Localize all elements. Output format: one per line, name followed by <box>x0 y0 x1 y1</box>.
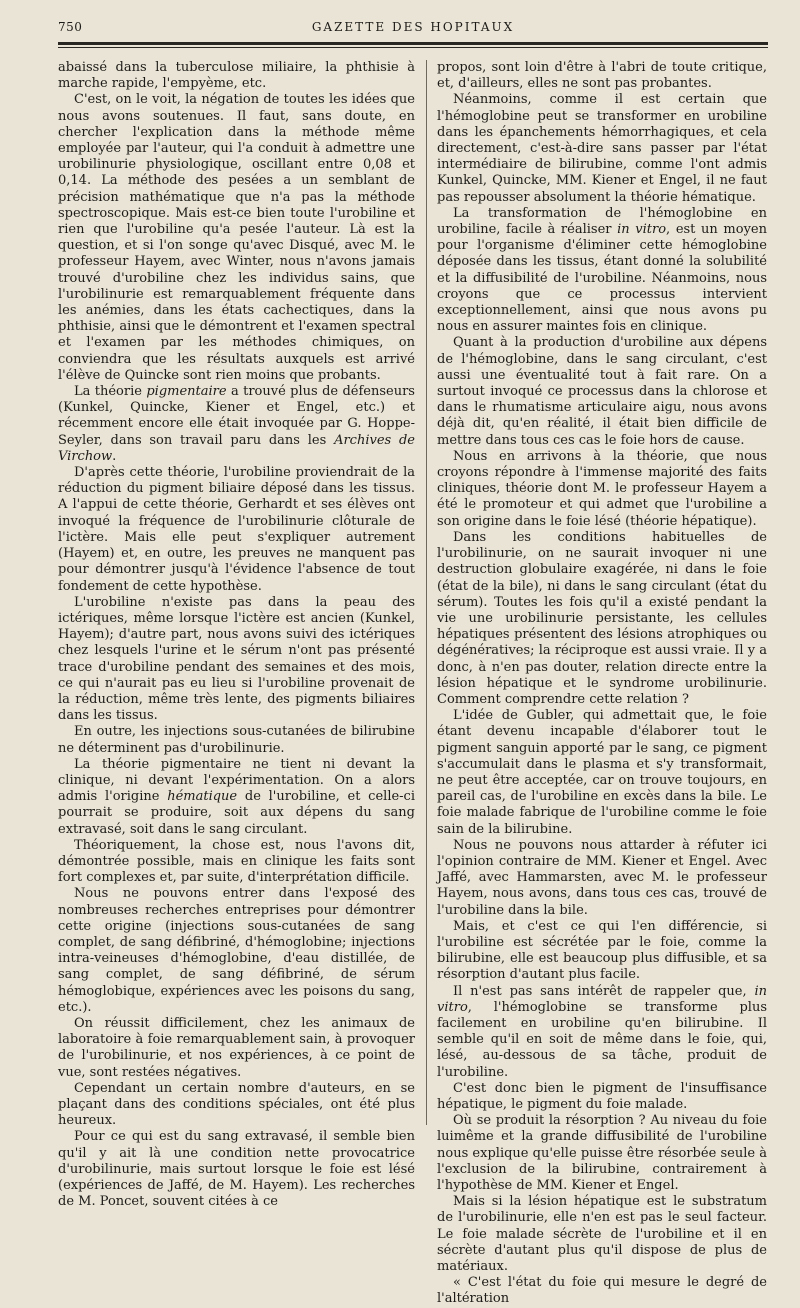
paragraph: Néanmoins, comme il est certain que l'hémoglobine peut se transformer en urobiline dans les épanchements hémorrhagiques, et cela directement, c'est-à-dire sans passer par l'état intermédiaire de bilirubine, comme l'ont admis Kunkel, Quincke, MM. Kiener et Engel, il ne faut pas repousser absolument la théorie hématique. <box>437 92 767 205</box>
paragraph: « C'est l'état du foie qui mesure le degré de l'altération <box>437 1275 767 1307</box>
paragraph <box>58 757 415 838</box>
paragraph <box>58 384 415 465</box>
column-divider <box>426 60 427 1125</box>
text-run: , est un moyen pour l'organisme d'éliminer cette hémoglobine déposée dans les tissus, étant donné la solubilité et la diffusibilité de l'urobiline. Néanmoins, nous croyons que ce processus intervient exceptionnellement, ainsi que nous avons pu nous en assurer maintes fois en clinique. <box>437 222 767 335</box>
page-header <box>58 20 768 40</box>
italic-term: in vitro <box>617 222 667 238</box>
text-run: de l'urobiline, et celle-ci pourrait se produire, soit aux dépens du sang extravasé, soit dans le sang circulant. <box>58 789 415 837</box>
italic-journal-title: Archives de Virchow <box>58 432 415 464</box>
text-run: . <box>112 448 117 464</box>
paragraph: L'idée de Gubler, qui admettait que, le foie étant devenu incapable d'élaborer tout le pigment sanguin apporté par le sang, ce pigment s'accumulait dans le plasma et s'y transformait, ne peut être acceptée, car on trouve toujours, en pareil cas, de l'urobiline en excès dans la bile. Le foie malade fabrique de l'urobiline comme le foie sain de la bilirubine. <box>437 708 767 837</box>
text-run: La théorie <box>74 384 147 400</box>
paragraph: Théoriquement, la chose est, nous l'avons dit, démontrée possible, mais en clinique les faits sont fort complexes et, par suite, d'interprétation difficile. <box>58 837 415 886</box>
paragraph: C'est donc bien le pigment de l'insuffisance hépatique, le pigment du foie malade. <box>437 1080 767 1112</box>
paragraph: Cependant un certain nombre d'auteurs, en se plaçant dans des conditions spéciales, ont été plus heureux. <box>58 1080 415 1129</box>
text-run: La transformation de l'hémoglobine en urobiline, facile à réaliser <box>437 205 767 238</box>
italic-term: pigmentaire <box>146 384 227 400</box>
paragraph: Dans les conditions habituelles de l'urobilinurie, on ne saurait invoquer ni une destruction globulaire exagérée, ni dans le foie (état de la bile), ni dans le sang circulant (état du sérum). Toutes les fois qu'il a existé pendant la vie une urobilinurie persistante, les cellules hépatiques présentent des lésions atrophiques ou dégénératives; la réciproque est aussi vraie. Il y a donc, à n'en pas douter, relation directe entre la lésion hépatique et le syndrome urobilinurie. Comment comprendre cette relation ? <box>437 529 767 707</box>
right-column <box>437 60 767 1308</box>
paragraph <box>437 984 767 1081</box>
page-number: 750 <box>58 20 83 34</box>
header-rule-thick <box>58 42 768 45</box>
text-run: a trouvé plus de défenseurs (Kunkel, Quincke, Kiener et Engel, etc.) et récemment encore elle était invoquée par G. Hoppe-Seyler, dans son travail paru dans les <box>58 384 415 448</box>
paragraph: Quant à la production d'urobiline aux dépens de l'hémoglobine, dans le sang circulant, c'est aussi une éventualité tout à fait rare. On a surtout invoqué ce processus dans la chlorose et dans le rhumatisme articulaire aigu, nous avons déjà dit, qu'en réalité, il était bien difficile de mettre dans tous ces cas le foie hors de cause. <box>437 335 767 448</box>
text-run: Il n'est pas sans intérêt de rappeler que, <box>453 983 755 999</box>
running-title: GAZETTE DES HOPITAUX <box>311 20 515 34</box>
paragraph: Mais si la lésion hépatique est le substratum de l'urobilinurie, elle n'en est pas le seul facteur. Le foie malade sécrète de l'urobiline et il en sécrète d'autant plus qu'il dispose de plus de matériaux. <box>437 1194 767 1275</box>
left-column <box>58 60 415 1210</box>
paragraph: D'après cette théorie, l'urobiline proviendrait de la réduction du pigment biliaire déposé dans les tissus. A l'appui de cette théorie, Gerhardt et ses élèves ont invoqué la fréquence de l'urobilinurie clôturale de l'ictère. Mais elle peut s'expliquer autrement (Hayem) et, en outre, les preuves ne manquent pas pour démontrer jusqu'à l'évidence l'absence de tout fondement de cette hypothèse. <box>58 465 415 594</box>
italic-term: hématique <box>167 789 238 805</box>
paragraph: abaissé dans la tuberculose miliaire, la phthisie à marche rapide, l'empyème, etc. <box>58 60 415 92</box>
paragraph: Pour ce qui est du sang extravasé, il semble bien qu'il y ait là une condition nette provocatrice d'urobilinurie, mais surtout lorsque le foie est lésé (expériences de Jaffé, de M. Hayem). Les recherches de M. Poncet, souvent citées à ce <box>58 1129 415 1210</box>
paragraph: On réussit difficilement, chez les animaux de laboratoire à foie remarquablement sain, à provoquer de l'urobilinurie, et nos expériences, à ce point de vue, sont restées négatives. <box>58 1015 415 1080</box>
paragraph: Où se produit la résorption ? Au niveau du foie luimême et la grande diffusibilité de l'urobiline nous explique qu'elle puisse être résorbée seule à l'exclusion de la bilirubine, contrairement à l'hypothèse de MM. Kiener et Engel. <box>437 1113 767 1194</box>
paragraph: Nous ne pouvons entrer dans l'exposé des nombreuses recherches entreprises pour démontrer cette origine (injections sous-cutanées de sang complet, de sang défibriné, d'hémoglobine; injections intra-veineuses d'hémoglobine, d'eau distillée, de sang complet, de sang défibriné, de sérum hémoglobique, expériences avec les poisons du sang, etc.). <box>58 886 415 1015</box>
paragraph: En outre, les injections sous-cutanées de bilirubine ne déterminent pas d'urobilinurie. <box>58 724 415 756</box>
text-run: , l'hémoglobine se transforme plus facilement en urobiline qu'en bilirubine. Il semble qu'il en soit de même dans le foie, qui, lésé, au-dessous de sa tâche, produit de l'urobiline. <box>437 999 767 1080</box>
text-run: La théorie pigmentaire ne tient ni devant la clinique, ni devant l'expérimentation. On a alors admis l'origine <box>58 756 415 805</box>
paragraph: Nous en arrivons à la théorie, que nous croyons répondre à l'immense majorité des faits cliniques, théorie dont M. le professeur Hayem a été le promoteur et qui admet que l'urobiline a son origine dans le foie lésé (théorie hépatique). <box>437 448 767 529</box>
paragraph: Nous ne pouvons nous attarder à réfuter ici l'opinion contraire de MM. Kiener et Engel. Avec Jaffé, avec Hammarsten, avec M. le professeur Hayem, nous avons, dans tous ces cas, trouvé de l'urobiline dans la bile. <box>437 837 767 918</box>
paragraph: C'est, on le voit, la négation de toutes les idées que nous avons soutenues. Il faut, sans doute, en chercher l'explication dans la méthode même employée par l'auteur, qui l'a conduit à admettre une urobilinurie physiologique, oscillant entre 0,08 et 0,14. La méthode des pesées a un semblant de précision mathématique que n'a pas la méthode spectroscopique. Mais est-ce bien toute l'urobiline et rien que l'urobiline qu'a pesée l'auteur. Là est la question, et si l'on songe qu'avec Disqué, avec M. le professeur Hayem, avec Winter, nous n'avons jamais trouvé d'urobiline chez les individus sains, que l'urobilinurie est remarquablement fréquente dans les anémies, dans les états cachectiques, dans la phthisie, ainsi que le démontrent et l'examen spectral et l'examen par les méthodes chimiques, on conviendra que les résultats auxquels est arrivé l'élève de Quincke sont rien moins que probants. <box>58 92 415 383</box>
italic-term: in vitro <box>437 983 767 1015</box>
paragraph: Mais, et c'est ce qui l'en différencie, si l'urobiline est sécrétée par le foie, comme la bilirubine, elle est beaucoup plus diffusible, et sa résorption d'autant plus facile. <box>437 918 767 983</box>
paragraph <box>437 206 767 336</box>
paragraph: L'urobiline n'existe pas dans la peau des ictériques, même lorsque l'ictère est ancien (Kunkel, Hayem); d'autre part, nous avons suivi des ictériques chez lesquels l'urine et le sérum n'ont pas présenté trace d'urobiline pendant des semaines et des mois, ce qui n'aurait pas eu lieu si l'urobiline provenait de la réduction, même très lente, des pigments biliaires dans les tissus. <box>58 594 415 724</box>
header-rule-thin <box>58 47 768 48</box>
paragraph: propos, sont loin d'être à l'abri de toute critique, et, d'ailleurs, elles ne sont pas probantes. <box>437 60 767 92</box>
